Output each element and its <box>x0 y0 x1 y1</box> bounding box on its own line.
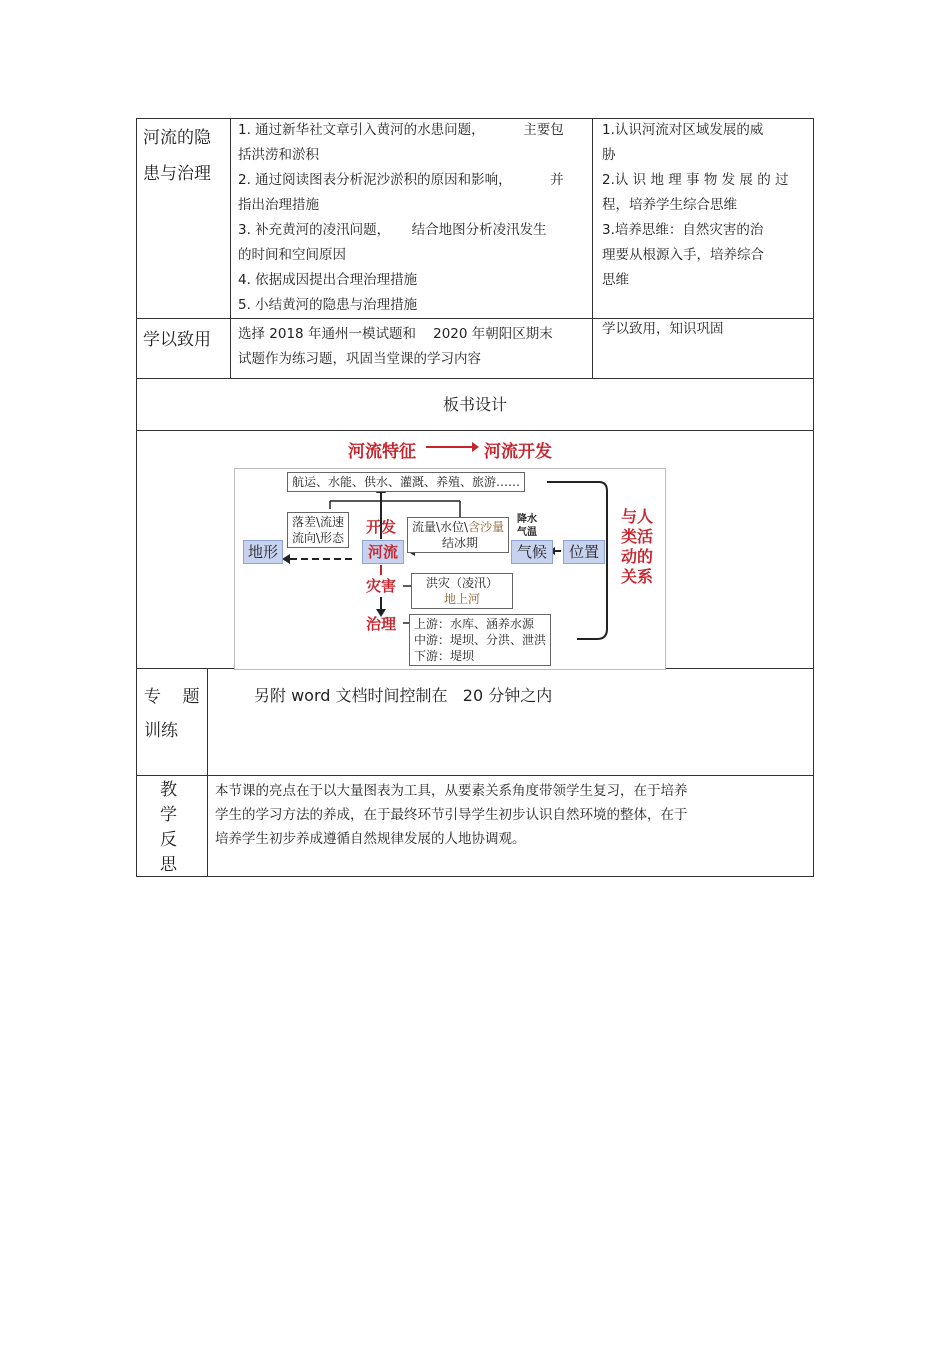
reflection-title-char: 思 <box>160 855 177 875</box>
goal-line: 胁 <box>602 147 616 163</box>
training-title-line: 训练 <box>144 721 178 741</box>
process-line: 3. 补充黄河的凌汛问题， 结合地图分析凌汛发生 <box>238 222 547 238</box>
reflection-text <box>215 779 807 851</box>
disaster-box <box>411 573 513 609</box>
row-title-apply: 学以致用 <box>143 330 211 350</box>
goal-line: 理要从根源入手，培养综合 <box>602 247 764 263</box>
reflection-title-char: 教 <box>160 780 177 800</box>
table-right-border <box>813 118 814 877</box>
apply-goals: 学以致用，知识巩固 <box>602 321 724 337</box>
midstream-text: 中游：堤坝、分洪、泄洪 <box>414 633 547 647</box>
training-content: 另附 word 文档时间控制在 20 分钟之内 <box>254 686 553 705</box>
temperature-label: 气温 <box>517 527 537 538</box>
process-line: 指出治理措施 <box>238 197 319 213</box>
raised-river-text: 地上河 <box>443 592 480 606</box>
sediment-text: 含沙量 <box>468 520 505 534</box>
process-line: 1. 通过新华社文章引入黄河的水患问题， 主要包 <box>238 122 564 138</box>
heading-arrow-icon <box>424 440 480 454</box>
col-divider-b <box>592 118 593 379</box>
development-uses-box: 航运、水能、供水、灌溉、养殖、旅游…… <box>287 472 525 492</box>
governance-label: 治理 <box>366 615 397 633</box>
goal-line: 2.认 识 地 理 事 物 发 展 的 过 <box>602 172 789 188</box>
human-relation-label <box>621 507 653 587</box>
reflection-line: 本节课的亮点在于以大量图表为工具，从要素关系角度带领学生复习，在于培养 <box>215 783 688 799</box>
human-relation-line: 类活 <box>621 527 654 546</box>
board-diagram <box>234 468 666 670</box>
diagram-heading-right: 河流开发 <box>484 442 552 462</box>
table-left-border <box>136 118 137 877</box>
climate-node: 气候 <box>511 540 553 564</box>
climate-factors-box <box>407 517 509 553</box>
process-line: 的时间和空间原因 <box>238 247 346 263</box>
climate-sub-factors <box>517 513 537 539</box>
reflection-title <box>160 778 177 878</box>
reflection-title-char: 学 <box>160 805 177 825</box>
row-divider-2 <box>136 378 814 379</box>
process-line: 2. 通过阅读图表分析泥沙淤积的原因和影响， 并 <box>238 172 564 188</box>
process-line: 括洪涝和淤积 <box>238 147 319 163</box>
row-title-hazard <box>143 120 223 192</box>
process-line: 4. 依据成因提出合理治理措施 <box>238 272 418 288</box>
human-relation-line: 动的 <box>621 547 654 566</box>
precipitation-label: 降水 <box>517 514 537 525</box>
upstream-text: 上游：水库、涵养水源 <box>414 617 535 631</box>
reflection-line: 学生的学习方法的养成，在于最终环节引导学生初步认识自然环境的整体，在于 <box>215 807 688 823</box>
row-divider-3 <box>136 430 814 431</box>
row-title-hazard-text: 河流的隐患与治理 <box>143 128 211 184</box>
apply-process <box>238 322 583 372</box>
hazard-goals <box>602 118 810 293</box>
goal-line: 1.认识河流对区域发展的威 <box>602 122 764 138</box>
table-bottom-border <box>136 876 814 877</box>
hazard-process <box>238 118 583 318</box>
col-divider-c <box>207 668 208 877</box>
reflection-line: 培养学生初步养成遵循自然规律发展的人地协调观。 <box>215 831 526 847</box>
training-title <box>144 680 200 748</box>
reflection-title-char: 反 <box>160 830 177 850</box>
terrain-factors-box <box>287 512 349 548</box>
process-line: 试题作为练习题，巩固当堂课的学习内容 <box>238 351 481 367</box>
process-line: 5. 小结黄河的隐患与治理措施 <box>238 297 418 313</box>
development-label: 开发 <box>366 518 397 536</box>
human-relation-line: 关系 <box>621 567 654 586</box>
downstream-text: 下游：堤坝 <box>414 649 475 663</box>
river-node: 河流 <box>362 540 404 564</box>
board-design-title: 板书设计 <box>442 395 507 414</box>
climate-factors-text: 流量\水位\ <box>412 520 469 534</box>
goal-line: 程，培养学生综合思维 <box>602 197 737 213</box>
process-line: 选择 2018 年通州一模试题和 2020 年朝阳区期末 <box>238 326 553 342</box>
training-title-line: 专 题 <box>144 687 200 707</box>
goal-line: 3.培养思维：自然灾害的治 <box>602 222 764 238</box>
row-divider-5 <box>136 775 814 776</box>
terrain-factors-line: 流向\形态 <box>292 531 345 545</box>
governance-box <box>409 614 551 666</box>
freeze-text: 结冰期 <box>442 536 479 550</box>
diagram-heading-left: 河流特征 <box>348 442 416 462</box>
goal-line: 思维 <box>602 272 629 288</box>
terrain-node: 地形 <box>243 540 283 564</box>
disaster-label: 灾害 <box>366 577 397 595</box>
human-relation-line: 与人 <box>621 507 654 526</box>
location-node: 位置 <box>563 540 605 564</box>
terrain-factors-line: 落差\流速 <box>292 515 345 529</box>
col-divider-a <box>230 118 231 379</box>
flood-text: 洪灾（凌汛） <box>425 576 498 590</box>
